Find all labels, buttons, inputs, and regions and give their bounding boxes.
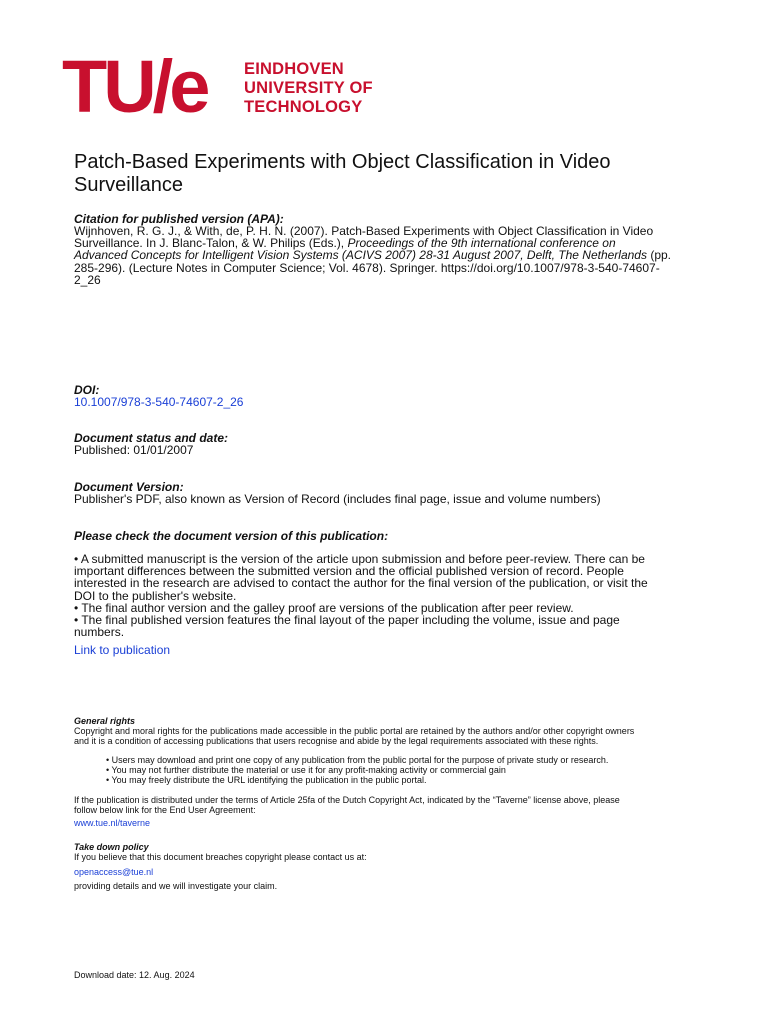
tue-logo-mark: TU/e xyxy=(62,45,207,128)
takedown-label: Take down policy xyxy=(74,842,149,852)
citation-line-5: 2_26 xyxy=(74,272,101,287)
general-rights-label: General rights xyxy=(74,716,136,726)
check-line-5: • The final author version and the galley proof are versions of the publication after peer review. xyxy=(74,600,574,615)
rights-bullet-1: • Users may download and print one copy of any publication from the public portal for the purpose of private study or research. xyxy=(106,755,609,765)
status-label: Document status and date: xyxy=(74,431,229,445)
link-to-publication[interactable]: Link to publication xyxy=(74,643,171,657)
check-line-7: numbers. xyxy=(74,625,125,640)
rights-line-1: Copyright and moral rights for the publications made accessible in the public portal are retained by the authors and/or other copyright owners xyxy=(74,726,635,736)
university-name-line-2: UNIVERSITY OF xyxy=(244,79,373,97)
doi-link[interactable]: 10.1007/978-3-540-74607-2_26 xyxy=(74,395,244,409)
check-line-3: interested in the research are advised to contact the author for the final version of the publication, or visit the xyxy=(74,576,648,591)
taverne-line-2: follow below link for the End User Agreement: xyxy=(74,805,256,816)
takedown-text: If you believe that this document breaches copyright please contact us at: xyxy=(74,852,367,862)
citation-line-2-plain: Surveillance. In J. Blanc-Talon, & W. Philips (Eds.), xyxy=(74,236,348,251)
university-name-line-1: EINDHOVEN xyxy=(244,60,344,78)
rights-bullet-2: • You may not further distribute the material or use it for any profit-making activity or commercial gain xyxy=(106,765,506,776)
check-line-6: • The final published version features the final layout of the paper including the volume, issue and page xyxy=(74,613,620,628)
university-name xyxy=(244,60,373,117)
rights-bullets xyxy=(106,755,726,786)
citation-line-3-plain: (pp. xyxy=(646,248,671,263)
citation-label: Citation for published version (APA): xyxy=(74,212,284,226)
page-title xyxy=(74,151,734,197)
citation-text xyxy=(74,225,744,286)
check-line-2: important differences between the submitted version and the official published version of record. People xyxy=(74,564,624,579)
rights-bullet-3: • You may freely distribute the URL identifying the publication in the public portal. xyxy=(106,775,427,786)
check-line-4: DOI to the publisher's website. xyxy=(74,588,237,603)
taverne-line-1: If the publication is distributed under the terms of Article 25fa of the Dutch Copyright Act, indicated by the “Taverne” license above, please xyxy=(74,795,620,805)
check-line-1: • A submitted manuscript is the version of the article upon submission and before peer-review. There can be xyxy=(74,552,645,566)
openaccess-email-link[interactable]: openaccess@tue.nl xyxy=(74,867,154,877)
citation-line-1: Wijnhoven, R. G. J., & With, de, P. H. N. (2007). Patch-Based Experiments with Object Classification in Video xyxy=(74,224,654,238)
version-value: Publisher's PDF, also known as Version of Record (includes final page, issue and volume numbers) xyxy=(74,492,601,506)
citation-line-3 xyxy=(74,249,744,261)
citation-line-3-italic: Advanced Concepts for Intelligent Vision Systems (ACIVS 2007) 28-31 August 2007, Delft, The Netherlands xyxy=(74,248,647,263)
citation-line-4: 285-296). (Lecture Notes in Computer Science; Vol. 4678). Springer. https://doi.org/10.1007/978-3-540-74607- xyxy=(74,260,660,275)
check-label: Please check the document version of this publication: xyxy=(74,529,389,543)
title-line-2: Surveillance xyxy=(74,174,183,196)
download-date: Download date: 12. Aug. 2024 xyxy=(74,970,195,980)
taverne-text xyxy=(74,795,754,815)
check-text xyxy=(74,553,744,638)
citation-line-2-italic: Proceedings of the 9th international conference on xyxy=(347,236,616,251)
general-rights-text xyxy=(74,726,754,746)
doi-label: DOI: xyxy=(74,383,100,397)
takedown-after: providing details and we will investigate your claim. xyxy=(74,881,278,891)
title-line-1: Patch-Based Experiments with Object Classification in Video xyxy=(74,151,611,173)
status-value: Published: 01/01/2007 xyxy=(74,443,194,457)
university-name-line-3: TECHNOLOGY xyxy=(244,98,363,116)
taverne-link[interactable]: www.tue.nl/taverne xyxy=(74,818,151,828)
version-label: Document Version: xyxy=(74,480,184,494)
rights-line-2: and it is a condition of accessing publications that users recognise and abide by the legal requirements associated with these rights. xyxy=(74,736,599,747)
